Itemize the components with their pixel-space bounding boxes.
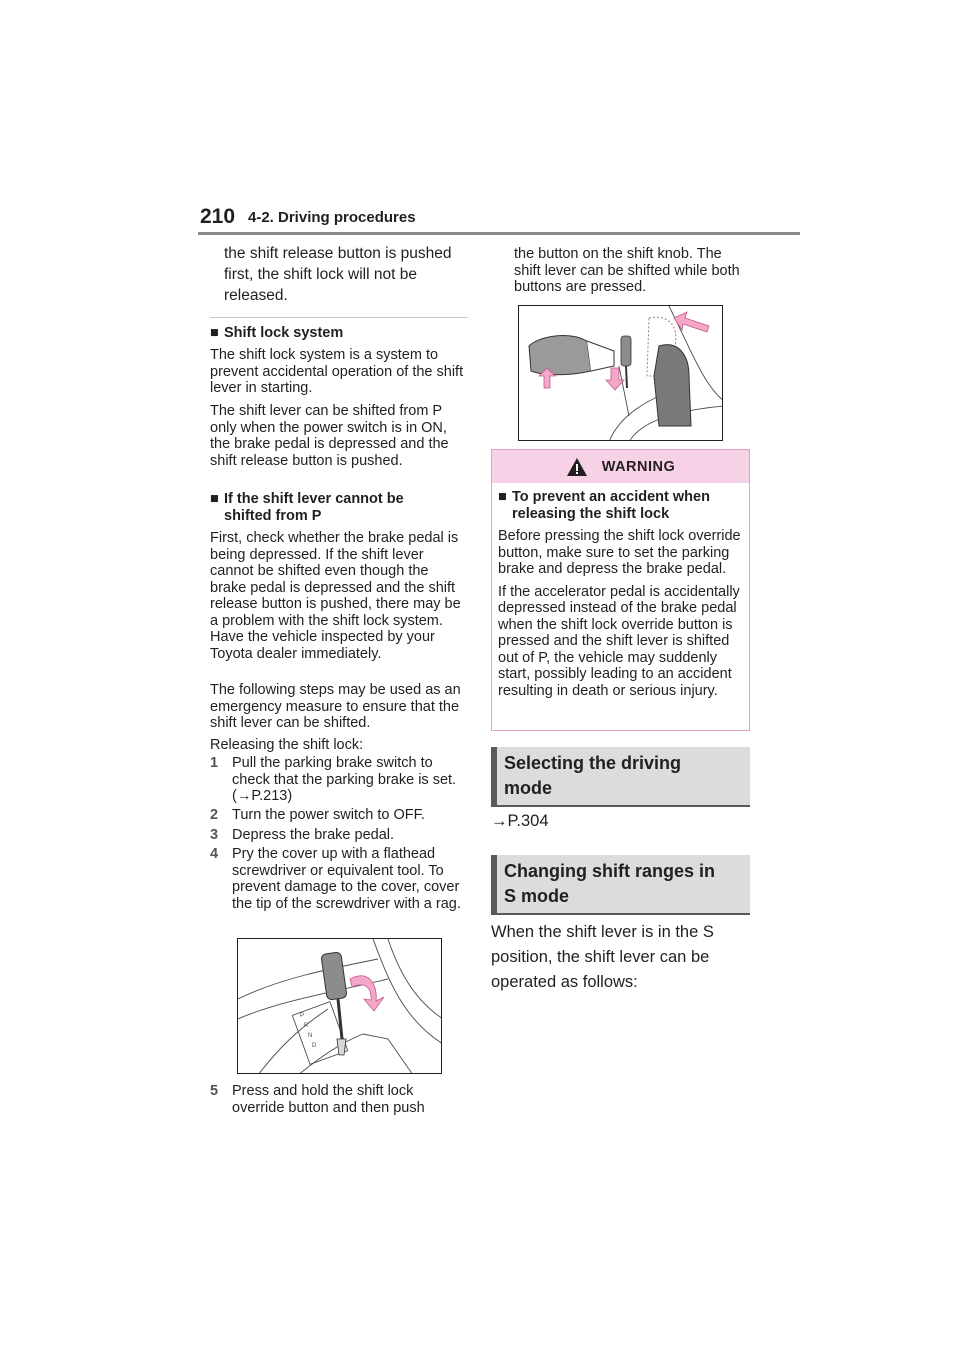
figure-override-button	[518, 305, 723, 441]
intro-line-3: released.	[224, 287, 288, 304]
step-text: Press and hold the shift lock override button and then push	[232, 1083, 425, 1116]
diagonal-arrow-icon	[674, 312, 709, 332]
step-number: 4	[210, 846, 219, 862]
warning-heading-line-2: releasing the shift lock	[512, 505, 670, 522]
warning-header	[492, 450, 749, 483]
shift-ranges-text-line-1: When the shift lever is in the S	[491, 923, 714, 941]
square-bullet-icon: ■	[210, 491, 219, 507]
warning-heading-text	[512, 489, 710, 522]
shift-lock-heading	[210, 325, 468, 342]
step-text: Pry the cover up with a flathead screwdriver or equivalent tool. To prevent damage to the cover, cover the tip of the screwdriver with a rag.	[232, 846, 461, 912]
header-rule	[198, 232, 800, 235]
cannot-shift-paragraph-2: The following steps may be used as an emergency measure to ensure that the shift lever can be shifted.	[210, 682, 461, 731]
section-divider	[210, 317, 468, 318]
cannot-shift-heading	[210, 491, 468, 524]
driving-mode-heading-line-1: Selecting the driving	[504, 753, 682, 773]
driving-mode-page-ref[interactable]: →P.304	[491, 812, 549, 830]
warning-paragraph-1: Before pressing the shift lock override button, make sure to set the parking brake and depress the brake pedal.	[498, 528, 741, 577]
gear-letter: R	[304, 1023, 309, 1029]
step-number: 3	[210, 827, 219, 843]
warning-box	[491, 449, 750, 731]
warning-title: WARNING	[601, 458, 676, 475]
square-bullet-icon: ■	[498, 489, 507, 505]
step-4	[210, 846, 468, 912]
cannot-shift-heading-text	[224, 491, 404, 524]
releasing-label: Releasing the shift lock:	[210, 737, 364, 753]
gear-letter: P	[300, 1013, 305, 1019]
shift-ranges-heading	[491, 855, 750, 915]
cannot-shift-heading-line-2: shifted from P	[224, 507, 322, 524]
cannot-shift-heading-line-1: If the shift lever cannot be	[224, 491, 404, 507]
warning-heading	[498, 489, 742, 522]
warning-body	[492, 483, 749, 699]
warning-heading-line-1: To prevent an accident when	[512, 489, 710, 505]
gear-letter: N	[308, 1033, 313, 1039]
shift-ranges-heading-line-1: Changing shift ranges in	[504, 861, 716, 881]
driving-mode-heading	[491, 747, 750, 807]
step-text: Depress the brake pedal.	[232, 827, 395, 843]
step-number: 2	[210, 807, 219, 823]
shift-ranges-text-line-2: position, the shift lever can be	[491, 948, 710, 966]
step-text: Turn the power switch to OFF.	[232, 807, 425, 823]
continuation-text: the button on the shift knob. The shift lever can be shifted while both buttons are pressed.	[514, 246, 740, 295]
warning-paragraph-2: If the accelerator pedal is accidentally depressed instead of the brake pedal when the shift lock override button is pressed and the shift lever is shifted out of P, the vehicle may suddenly start, possibly leading to an accident resulting in death or serious injury.	[498, 583, 740, 699]
pry-cover-illustration	[238, 939, 442, 1074]
screwdriver-handle	[621, 336, 631, 366]
step-text: Pull the parking brake switch to check that the parking brake is set. (→P.213)	[232, 755, 457, 804]
driving-mode-heading-line-2: mode	[504, 778, 553, 798]
step-number: 5	[210, 1083, 219, 1099]
step-3	[210, 827, 468, 844]
shift-knob	[654, 345, 691, 426]
shift-ranges-heading-line-2: S mode	[504, 886, 570, 906]
shift-lock-paragraph-2: The shift lever can be shifted from P only when the power switch is in ON, the brake pedal is depressed and the shift release button is pushed.	[210, 403, 449, 469]
step-number: 1	[210, 755, 219, 771]
figure-pry-cover	[237, 938, 442, 1074]
warning-triangle-icon	[566, 457, 588, 477]
intro-line-1: the shift release button is pushed	[224, 245, 452, 262]
section-title: 4-2. Driving procedures	[248, 209, 416, 226]
square-bullet-icon: ■	[210, 325, 219, 341]
shift-lock-heading-text: Shift lock system	[224, 325, 344, 341]
knob-closeup	[529, 336, 591, 375]
cannot-shift-paragraph-1: First, check whether the brake pedal is being depressed. If the shift lever cannot be shifted even though the brake pedal is depressed and the shift release button is pushed, there may be a problem with the shift lock system. Have the vehicle inspected by your Toyota dealer immediately.	[210, 530, 461, 662]
step-5	[210, 1083, 468, 1116]
shift-ranges-text-line-3: operated as follows:	[491, 973, 638, 991]
gear-letter: D	[312, 1043, 317, 1049]
shift-lock-paragraph-1: The shift lock system is a system to prevent accidental operation of the shift lever in starting.	[210, 347, 464, 396]
override-button-illustration	[519, 306, 723, 441]
step-2	[210, 807, 468, 824]
step-1	[210, 755, 468, 805]
page-number: 210	[200, 205, 236, 228]
intro-line-2: first, the shift lock will not be	[224, 266, 417, 283]
